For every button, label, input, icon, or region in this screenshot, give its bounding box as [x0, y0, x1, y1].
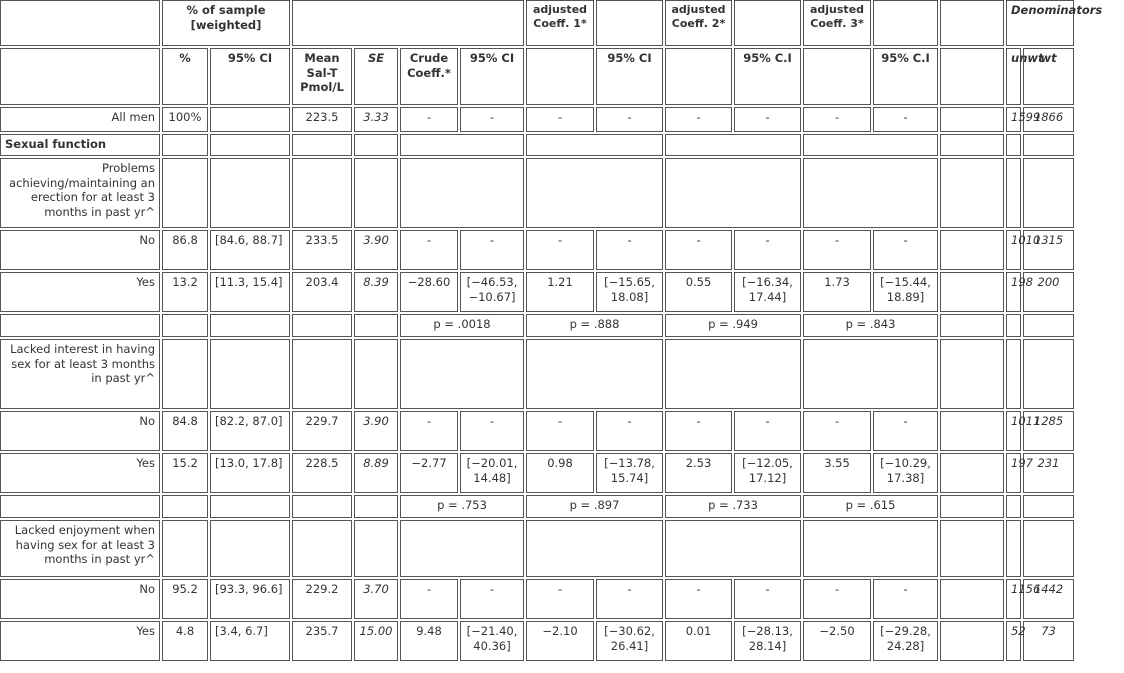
adj2-cell: - [665, 107, 732, 132]
row-label: Lacked enjoyment when having sex for at least 3 months in past yr^ [0, 520, 160, 577]
adj3-ci-cell: [−10.29, 17.38] [873, 453, 938, 493]
blank-cell [210, 134, 290, 156]
group-label-row [0, 158, 1122, 228]
ci-cell: [3.4, 6.7] [210, 621, 290, 661]
row-label: Lacked interest in having sex for at least 3 months in past yr^ [0, 339, 160, 409]
blank-cell [162, 314, 208, 337]
unwt-cell: 1156 [1006, 579, 1021, 619]
all-men-row [0, 107, 1122, 132]
pct-cell: 95.2 [162, 579, 208, 619]
mean-cell: 229.2 [292, 579, 352, 619]
section-row [0, 134, 1122, 156]
blank-cell [210, 495, 290, 518]
crude-cell: - [400, 579, 458, 619]
wt-cell: 200 [1023, 272, 1074, 312]
spacer-cell [940, 411, 1004, 451]
data-row-no [0, 411, 1122, 451]
se-cell: 3.90 [354, 230, 398, 270]
blank-cell [400, 520, 524, 577]
blank-cell [354, 314, 398, 337]
blank-cell [400, 158, 524, 228]
row-label: No [0, 579, 160, 619]
blank-cell [354, 339, 398, 409]
se-cell: 15.00 [354, 621, 398, 661]
p-value-adj1: p = .897 [526, 495, 663, 518]
data-row-yes [0, 272, 1122, 312]
header-ci95-adj1: 95% CI [596, 48, 663, 105]
row-label: No [0, 411, 160, 451]
row-label: Problems achieving/maintaining an erection for at least 3 months in past yr^ [0, 158, 160, 228]
header-adj2: adjusted Coeff. 2* [665, 0, 732, 46]
crude-cell: −2.77 [400, 453, 458, 493]
adj3-cell: - [803, 411, 871, 451]
crude-ci-cell: - [460, 411, 524, 451]
header-se: SE [354, 48, 398, 105]
blank-cell [210, 158, 290, 228]
spacer-cell [940, 134, 1004, 156]
adj1-ci-cell: - [596, 579, 663, 619]
ci-cell: [84.6, 88.7] [210, 230, 290, 270]
data-row-yes [0, 621, 1122, 661]
wt-cell: 1315 [1023, 230, 1074, 270]
blank-cell [526, 339, 663, 409]
header-adj1: adjusted Coeff. 1* [526, 0, 594, 46]
adj2-cell: - [665, 411, 732, 451]
blank-cell [1006, 134, 1021, 156]
blank-cell [1023, 495, 1074, 518]
row-label: Yes [0, 621, 160, 661]
adj3-cell: 3.55 [803, 453, 871, 493]
blank-cell [803, 134, 938, 156]
spacer-cell [940, 272, 1004, 312]
se-cell: 8.39 [354, 272, 398, 312]
p-value-adj3: p = .843 [803, 314, 938, 337]
p-value-crude: p = .753 [400, 495, 524, 518]
adj1-cell: 1.21 [526, 272, 594, 312]
blank-cell [210, 339, 290, 409]
blank-cell [665, 520, 801, 577]
blank-cell [1023, 158, 1074, 228]
blank-cell [803, 339, 938, 409]
adj1-ci-cell: - [596, 411, 663, 451]
se-cell: 8.89 [354, 453, 398, 493]
header-blank [0, 48, 160, 105]
spacer-cell [940, 621, 1004, 661]
unwt-cell: 1599 [1006, 107, 1021, 132]
pct-cell: 13.2 [162, 272, 208, 312]
p-value-adj3: p = .615 [803, 495, 938, 518]
crude-ci-cell: [−20.01, 14.48] [460, 453, 524, 493]
blank-cell [665, 158, 801, 228]
blank-cell [803, 520, 938, 577]
adj3-ci-cell: - [873, 579, 938, 619]
mean-cell: 223.5 [292, 107, 352, 132]
crude-ci-cell: [−21.40, 40.36] [460, 621, 524, 661]
wt-cell: 1285 [1023, 411, 1074, 451]
blank-cell [162, 134, 208, 156]
adj3-cell: - [803, 579, 871, 619]
header-blank [940, 48, 1004, 105]
blank-cell [354, 158, 398, 228]
adj2-ci-cell: [−12.05, 17.12] [734, 453, 801, 493]
spacer-cell [940, 579, 1004, 619]
se-cell: 3.90 [354, 411, 398, 451]
header-row-2 [0, 48, 1122, 105]
blank-cell [803, 158, 938, 228]
adj1-cell: - [526, 230, 594, 270]
adj3-ci-cell: - [873, 230, 938, 270]
blank-cell [665, 134, 801, 156]
blank-cell [665, 339, 801, 409]
pct-cell: 84.8 [162, 411, 208, 451]
blank-cell [1023, 134, 1074, 156]
blank-cell [0, 314, 160, 337]
spacer-cell [940, 314, 1004, 337]
unwt-cell: 52 [1006, 621, 1021, 661]
crude-cell: - [400, 411, 458, 451]
blank-cell [526, 158, 663, 228]
pct-cell: 100% [162, 107, 208, 132]
pct-cell: 86.8 [162, 230, 208, 270]
header-blank [526, 48, 594, 105]
header-wt: wt [1023, 48, 1074, 105]
header-blank [873, 0, 938, 46]
crude-cell: 9.48 [400, 621, 458, 661]
data-row-no [0, 230, 1122, 270]
blank-cell [292, 339, 352, 409]
adj1-ci-cell: [−30.62, 26.41] [596, 621, 663, 661]
p-value-adj1: p = .888 [526, 314, 663, 337]
blank-cell [210, 314, 290, 337]
adj2-ci-cell: - [734, 579, 801, 619]
wt-cell: 231 [1023, 453, 1074, 493]
unwt-cell: 1010 [1006, 230, 1021, 270]
header-blank [596, 0, 663, 46]
header-unwt: unwt [1006, 48, 1021, 105]
blank-cell [1006, 495, 1021, 518]
row-label: Yes [0, 453, 160, 493]
row-label: Sexual function [0, 134, 160, 156]
row-label: No [0, 230, 160, 270]
adj1-cell: - [526, 411, 594, 451]
adj2-cell: 0.01 [665, 621, 732, 661]
crude-cell: - [400, 107, 458, 132]
crude-ci-cell: - [460, 230, 524, 270]
se-cell: 3.33 [354, 107, 398, 132]
wt-cell: 1866 [1023, 107, 1074, 132]
header-denominators: Denominators [1006, 0, 1074, 46]
adj3-cell: −2.50 [803, 621, 871, 661]
blank-cell [292, 520, 352, 577]
adj3-cell: - [803, 107, 871, 132]
adj2-cell: 2.53 [665, 453, 732, 493]
blank-cell [526, 520, 663, 577]
header-adj3: adjusted Coeff. 3* [803, 0, 871, 46]
header-blank [292, 0, 524, 46]
group-label-row [0, 520, 1122, 577]
blank-cell [1006, 158, 1021, 228]
adj2-cell: - [665, 579, 732, 619]
ci-cell: [82.2, 87.0] [210, 411, 290, 451]
crude-cell: - [400, 230, 458, 270]
blank-cell [162, 495, 208, 518]
spacer-cell [940, 520, 1004, 577]
blank-cell [1006, 314, 1021, 337]
adj3-ci-cell: [−29.28, 24.28] [873, 621, 938, 661]
spacer-cell [940, 495, 1004, 518]
crude-ci-cell: - [460, 579, 524, 619]
header-ci95-adj3: 95% C.I [873, 48, 938, 105]
adj2-ci-cell: [−16.34, 17.44] [734, 272, 801, 312]
header-crude: Crude Coeff.* [400, 48, 458, 105]
mean-cell: 233.5 [292, 230, 352, 270]
adj1-ci-cell: [−13.78, 15.74] [596, 453, 663, 493]
wt-cell: 73 [1023, 621, 1074, 661]
crude-cell: −28.60 [400, 272, 458, 312]
header-pct-sample: % of sample [weighted] [162, 0, 290, 46]
pct-cell: 4.8 [162, 621, 208, 661]
pct-cell: 15.2 [162, 453, 208, 493]
header-blank [940, 0, 1004, 46]
blank-cell [354, 495, 398, 518]
blank-cell [292, 134, 352, 156]
header-blank [665, 48, 732, 105]
header-blank [0, 0, 160, 46]
adj3-ci-cell: - [873, 107, 938, 132]
adj3-cell: 1.73 [803, 272, 871, 312]
blank-cell [210, 520, 290, 577]
header-blank [803, 48, 871, 105]
unwt-cell: 1011 [1006, 411, 1021, 451]
header-pct: % [162, 48, 208, 105]
blank-cell [400, 134, 524, 156]
mean-cell: 235.7 [292, 621, 352, 661]
ci-cell: [13.0, 17.8] [210, 453, 290, 493]
adj3-ci-cell: - [873, 411, 938, 451]
blank-cell [1023, 314, 1074, 337]
blank-cell [1006, 520, 1021, 577]
adj1-cell: 0.98 [526, 453, 594, 493]
wt-cell: 1442 [1023, 579, 1074, 619]
mean-cell: 203.4 [292, 272, 352, 312]
se-cell: 3.70 [354, 579, 398, 619]
adj2-cell: 0.55 [665, 272, 732, 312]
blank-cell [292, 158, 352, 228]
adj1-ci-cell: - [596, 107, 663, 132]
ci-cell: [11.3, 15.4] [210, 272, 290, 312]
adj2-ci-cell: - [734, 411, 801, 451]
blank-cell [162, 339, 208, 409]
adj3-cell: - [803, 230, 871, 270]
ci-cell: [93.3, 96.6] [210, 579, 290, 619]
crude-ci-cell: [−46.53, −10.67] [460, 272, 524, 312]
blank-cell [526, 134, 663, 156]
adj2-ci-cell: [−28.13, 28.14] [734, 621, 801, 661]
spacer-cell [940, 453, 1004, 493]
spacer-cell [940, 158, 1004, 228]
unwt-cell: 198 [1006, 272, 1021, 312]
blank-cell [354, 134, 398, 156]
adj1-ci-cell: [−15.65, 18.08] [596, 272, 663, 312]
spacer-cell [940, 107, 1004, 132]
p-value-adj2: p = .733 [665, 495, 801, 518]
row-label: All men [0, 107, 160, 132]
mean-cell: 228.5 [292, 453, 352, 493]
data-row-yes [0, 453, 1122, 493]
blank-cell [0, 495, 160, 518]
spacer-cell [940, 339, 1004, 409]
adj3-ci-cell: [−15.44, 18.89] [873, 272, 938, 312]
blank-cell [162, 158, 208, 228]
crude-ci-cell: - [460, 107, 524, 132]
adj2-cell: - [665, 230, 732, 270]
unwt-cell: 197 [1006, 453, 1021, 493]
p-value-row [0, 495, 1122, 518]
p-value-row [0, 314, 1122, 337]
blank-cell [292, 314, 352, 337]
blank-cell [162, 520, 208, 577]
header-blank [734, 0, 801, 46]
adj2-ci-cell: - [734, 230, 801, 270]
blank-cell [1023, 339, 1074, 409]
header-mean: Mean Sal-T Pmol/L [292, 48, 352, 105]
header-ci95-adj2: 95% C.I [734, 48, 801, 105]
blank-cell [1023, 520, 1074, 577]
blank-cell [1006, 339, 1021, 409]
header-ci95: 95% CI [210, 48, 290, 105]
blank-cell [292, 495, 352, 518]
header-ci95-crude: 95% CI [460, 48, 524, 105]
adj1-cell: −2.10 [526, 621, 594, 661]
adj1-cell: - [526, 579, 594, 619]
p-value-crude: p = .0018 [400, 314, 524, 337]
adj1-cell: - [526, 107, 594, 132]
p-value-adj2: p = .949 [665, 314, 801, 337]
row-label: Yes [0, 272, 160, 312]
group-label-row [0, 339, 1122, 409]
spacer-cell [940, 230, 1004, 270]
data-row-no [0, 579, 1122, 619]
blank-cell [354, 520, 398, 577]
header-row-1 [0, 0, 1122, 46]
adj1-ci-cell: - [596, 230, 663, 270]
ci-cell [210, 107, 290, 132]
blank-cell [400, 339, 524, 409]
adj2-ci-cell: - [734, 107, 801, 132]
mean-cell: 229.7 [292, 411, 352, 451]
